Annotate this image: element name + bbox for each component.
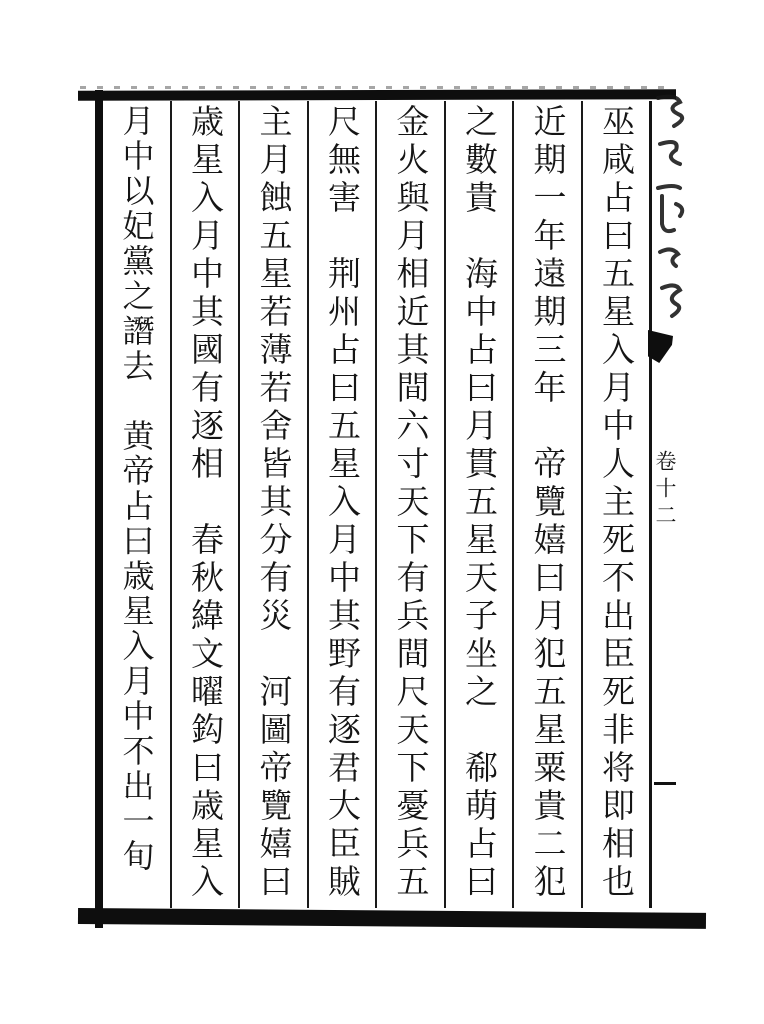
text-block [103,101,652,908]
fold-dash-mark [654,782,676,785]
text-column-5: 尺無害 荆州占曰五星入月中其野有逐君大臣賊 [307,101,376,908]
text-column-2: 近期一年遠期三年 帝覽嬉曰月犯五星粟貴二犯 [512,101,581,908]
text-column-1: 巫咸占曰五星入月中人主死不出臣死非将即相也 [581,101,650,908]
text-column-4: 金火與月相近其間六寸天下有兵間尺天下憂兵五 [375,101,444,908]
text-column-7: 歳星入月中其國有逐相 春秋緯文曜鈎曰歳星入 [170,101,239,908]
volume-marker: 卷十二 [653,450,677,531]
text-column-3: 之數貴 海中占曰月貫五星天子坐之 郗萌占曰 [444,101,513,908]
frame-border-bottom [78,908,706,929]
margin-handwriting-marks [650,92,702,337]
text-column-8: 月中以妃黨之譖去 黄帝占曰歳星入月中不出一旬 [117,104,156,874]
text-column-6: 主月蝕五星若薄若舍皆其分有災 河圖帝覽嬉曰 [238,101,307,908]
frame-border-top [78,89,676,101]
frame-border-left [95,90,103,928]
